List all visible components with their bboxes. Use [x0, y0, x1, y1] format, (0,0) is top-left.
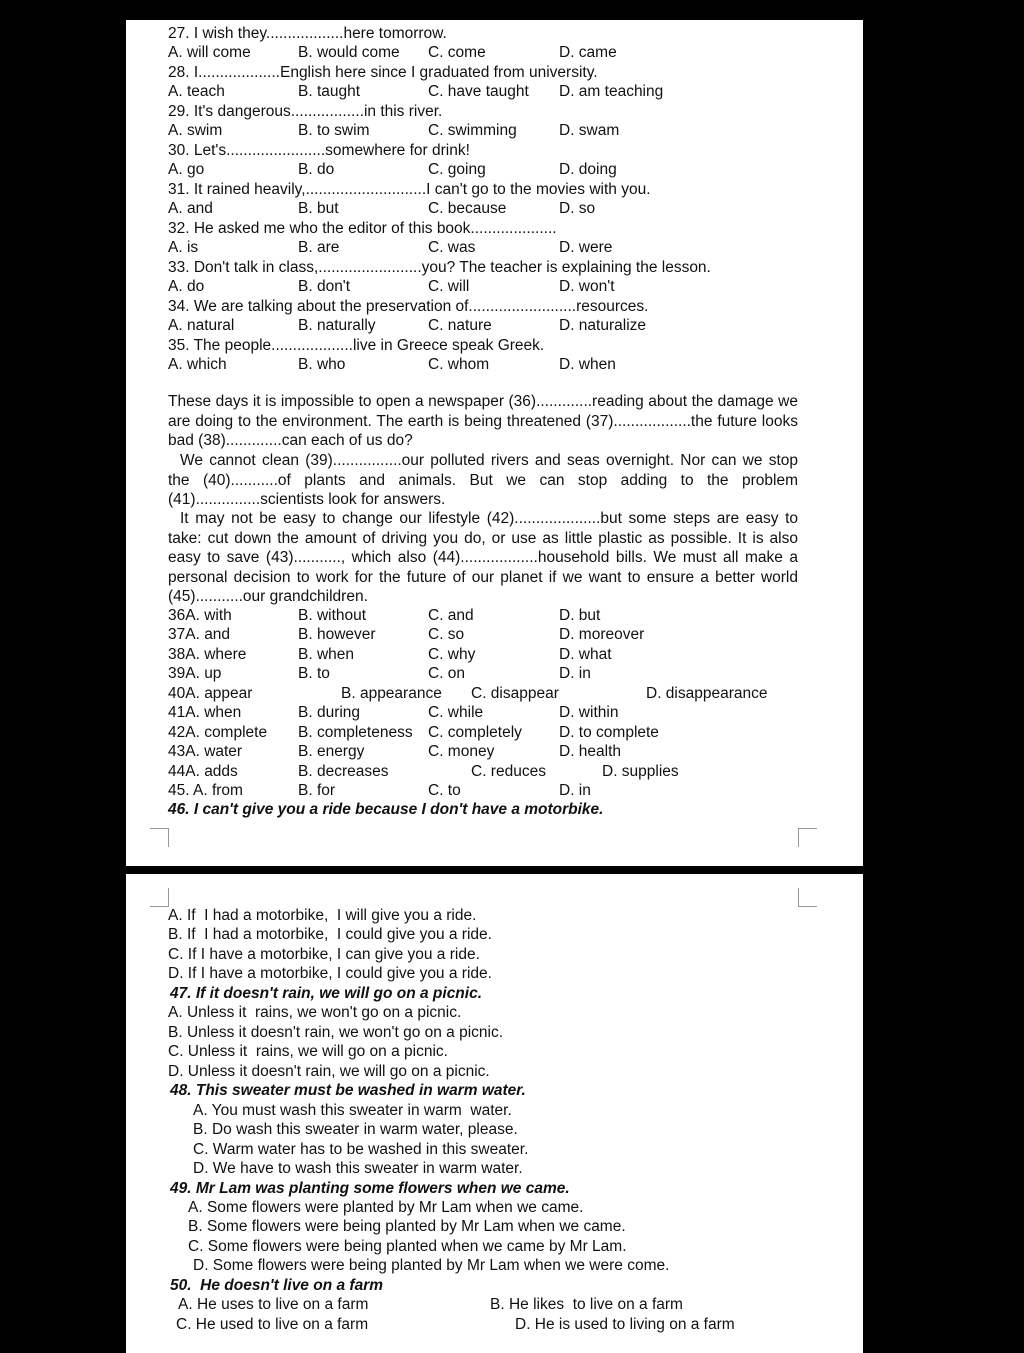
cloze-38-option-a: 38A. where [168, 646, 247, 663]
q48-option-a: A. You must wash this sweater in warm water. [193, 1102, 512, 1119]
page-corner-mark [150, 888, 169, 907]
question-46-stem: 46. I can't give you a ride because I don't have a motorbike. [168, 801, 604, 818]
cloze-43-option-a: 43A. water [168, 743, 243, 760]
option-c: C. swimming [428, 122, 517, 139]
option-a: A. which [168, 356, 227, 373]
option-d: D. health [559, 743, 622, 760]
q50-option-b: B. He likes to live on a farm [490, 1296, 683, 1313]
q50-option-a: A. He uses to live on a farm [178, 1296, 369, 1313]
question-35-stem: 35. The people...................live in Greece speak Greek. [168, 337, 545, 354]
cloze-44-option-a: 44A. adds [168, 763, 238, 780]
question-32-stem: 32. He asked me who the editor of this book.................... [168, 220, 557, 237]
option-d: D. were [559, 239, 613, 256]
option-c: C. will [428, 278, 470, 295]
option-c: C. to [428, 782, 461, 799]
option-b: B. however [298, 626, 376, 643]
option-d: D. disappearance [646, 685, 768, 702]
q48-option-d: D. We have to wash this sweater in warm water. [193, 1160, 523, 1177]
option-a: A. go [168, 161, 205, 178]
page-corner-mark [798, 888, 817, 907]
option-b: B. would come [298, 44, 400, 61]
option-d: D. but [559, 607, 601, 624]
option-d: D. supplies [602, 763, 679, 780]
option-a: A. will come [168, 44, 251, 61]
q47-option-d: D. Unless it doesn't rain, we will go on a picnic. [168, 1063, 490, 1080]
option-c: C. money [428, 743, 495, 760]
document-page-1 [126, 20, 863, 866]
option-d: D. what [559, 646, 612, 663]
question-50-stem: 50. He doesn't live on a farm [170, 1277, 384, 1294]
q47-option-c: C. Unless it rains, we will go on a picnic. [168, 1043, 448, 1060]
option-c: C. so [428, 626, 465, 643]
question-34-stem: 34. We are talking about the preservation of.........................resources. [168, 298, 649, 315]
page-corner-mark [150, 828, 169, 847]
option-c: C. on [428, 665, 466, 682]
cloze-41-option-a: 41A. when [168, 704, 242, 721]
q50-option-c: C. He used to live on a farm [176, 1316, 369, 1333]
option-d: D. swam [559, 122, 620, 139]
option-b: B. without [298, 607, 367, 624]
option-c: C. going [428, 161, 486, 178]
cloze-42-option-a: 42A. complete [168, 724, 268, 741]
question-28-stem: 28. I...................English here since I graduated from university. [168, 64, 598, 81]
option-b: B. naturally [298, 317, 376, 334]
option-c: C. and [428, 607, 474, 624]
option-b: B. but [298, 200, 339, 217]
question-31-stem: 31. It rained heavily,............................I can't go to the movies with you. [168, 181, 651, 198]
question-48-stem: 48. This sweater must be washed in warm water. [170, 1082, 526, 1099]
q49-option-c: C. Some flowers were being planted when we came by Mr Lam. [188, 1238, 627, 1255]
option-a: A. and [168, 200, 213, 217]
option-d: D. in [559, 665, 591, 682]
option-c: C. have taught [428, 83, 529, 100]
option-b: B. are [298, 239, 340, 256]
question-47-stem: 47. If it doesn't rain, we will go on a picnic. [170, 985, 483, 1002]
option-d: D. won't [559, 278, 615, 295]
q48-option-b: B. Do wash this sweater in warm water, please. [193, 1121, 518, 1138]
q49-option-d: D. Some flowers were being planted by Mr Lam when we were come. [193, 1257, 670, 1274]
option-d: D. moreover [559, 626, 645, 643]
cloze-36-option-a: 36A. with [168, 607, 232, 624]
option-a: A. do [168, 278, 205, 295]
option-c: C. completely [428, 724, 522, 741]
option-b: B. who [298, 356, 346, 373]
option-d: D. so [559, 200, 596, 217]
q49-option-a: A. Some flowers were planted by Mr Lam when we came. [188, 1199, 584, 1216]
option-b: B. completeness [298, 724, 413, 741]
cloze-45-option-a: 45. A. from [168, 782, 243, 799]
option-d: D. doing [559, 161, 617, 178]
question-33-stem: 33. Don't talk in class,........................you? The teacher is explaining the lesson. [168, 259, 711, 276]
option-b: B. during [298, 704, 361, 721]
option-c: C. disappear [471, 685, 559, 702]
passage-paragraph-2: We cannot clean (39)................our polluted rivers and seas overnight. Nor can we stop the (40)...........of plants and animals. But we can stop adding to the problem (41)...............scientists look for answers. [168, 452, 798, 508]
q46-option-d: D. If I have a motorbike, I could give you a ride. [168, 965, 492, 982]
passage-paragraph-3: It may not be easy to change our lifestyle (42)....................but some steps are easy to take: cut down the amount of driving you do, or use as little plastic as possible. It is also easy to save (43)..........., which also (44)..................household bills. We must all make a personal decision to work for the future of our planet if we want to ensure a better world (45)...........our grandchildren. [168, 510, 798, 605]
option-c: C. why [428, 646, 476, 663]
option-d: D. to complete [559, 724, 659, 741]
passage-paragraph-1: These days it is impossible to open a newspaper (36).............reading about the damage we are doing to the environment. The earth is being threatened (37)..................the future looks bad (38).............can each of us do? [168, 393, 798, 449]
option-b: B. when [298, 646, 355, 663]
option-a: A. swim [168, 122, 223, 139]
option-c: C. come [428, 44, 486, 61]
question-49-stem: 49. Mr Lam was planting some flowers when we came. [170, 1180, 570, 1197]
option-c: C. reduces [471, 763, 546, 780]
q46-option-c: C. If I have a motorbike, I can give you a ride. [168, 946, 480, 963]
option-b: B. taught [298, 83, 361, 100]
question-27-stem: 27. I wish they..................here tomorrow. [168, 25, 447, 42]
q50-option-d: D. He is used to living on a farm [515, 1316, 735, 1333]
option-a: A. is [168, 239, 199, 256]
option-c: C. because [428, 200, 507, 217]
option-d: D. within [559, 704, 619, 721]
option-d: D. naturalize [559, 317, 647, 334]
question-29-stem: 29. It's dangerous.................in this river. [168, 103, 443, 120]
q47-option-b: B. Unless it doesn't rain, we won't go on a picnic. [168, 1024, 504, 1041]
option-b: B. don't [298, 278, 351, 295]
option-d: D. in [559, 782, 591, 799]
q47-option-a: A. Unless it rains, we won't go on a picnic. [168, 1004, 462, 1021]
option-c: C. while [428, 704, 484, 721]
q49-option-b: B. Some flowers were being planted by Mr Lam when we came. [188, 1218, 626, 1235]
q46-option-a: A. If I had a motorbike, I will give you a ride. [168, 907, 477, 924]
option-c: C. was [428, 239, 476, 256]
option-b: B. for [298, 782, 336, 799]
cloze-40-option-a: 40A. appear [168, 685, 253, 702]
option-b: B. energy [298, 743, 365, 760]
option-c: C. whom [428, 356, 490, 373]
option-b: B. to swim [298, 122, 370, 139]
option-b: B. decreases [298, 763, 389, 780]
option-a: A. teach [168, 83, 225, 100]
cloze-39-option-a: 39A. up [168, 665, 222, 682]
option-b: B. do [298, 161, 335, 178]
q48-option-c: C. Warm water has to be washed in this sweater. [193, 1141, 529, 1158]
cloze-37-option-a: 37A. and [168, 626, 231, 643]
option-d: D. when [559, 356, 616, 373]
option-a: A. natural [168, 317, 235, 334]
document-page-2 [126, 874, 863, 1353]
option-d: D. came [559, 44, 617, 61]
q46-option-b: B. If I had a motorbike, I could give you a ride. [168, 926, 492, 943]
page-corner-mark [798, 828, 817, 847]
option-b: B. to [298, 665, 330, 682]
option-d: D. am teaching [559, 83, 664, 100]
option-c: C. nature [428, 317, 492, 334]
option-b: B. appearance [341, 685, 442, 702]
question-30-stem: 30. Let's.......................somewhere for drink! [168, 142, 470, 159]
